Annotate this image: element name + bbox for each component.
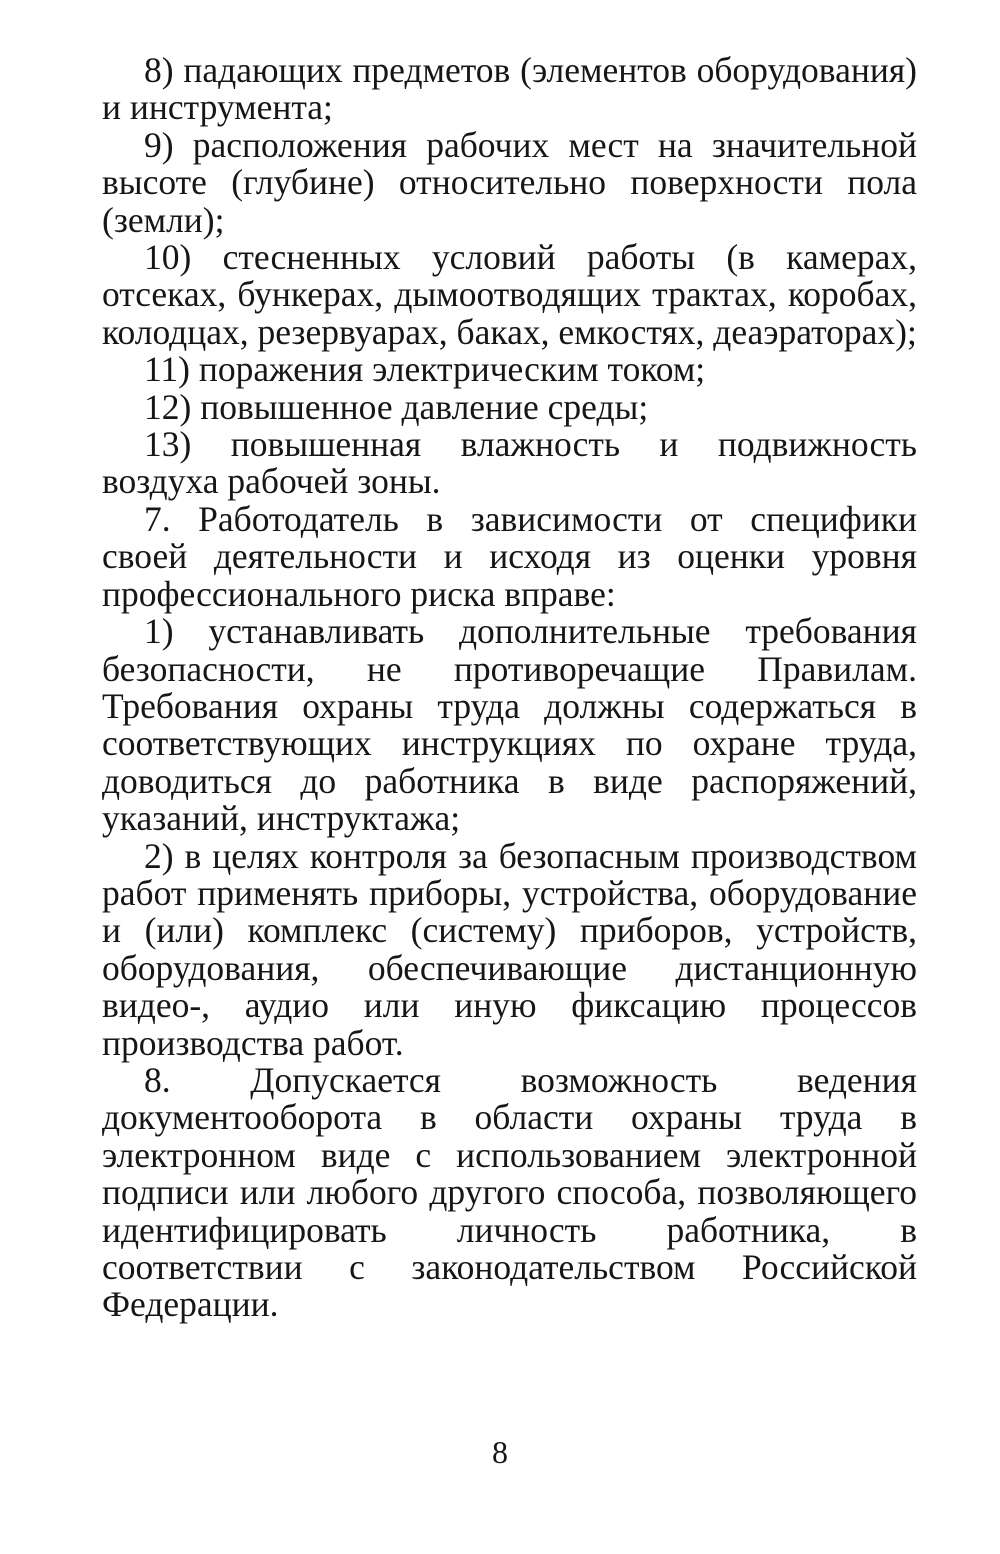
page-number: 8 (492, 1434, 508, 1470)
list-item-11: 11) поражения электрическим током; (144, 349, 706, 390)
section-7-paragraph: 7. Работодатель в зависимости от специфики своей деятельности и исходя из оценки уровня профессионального риска вправе: (102, 498, 917, 614)
list-item-8: 8) падающих предметов (элементов оборудования) и инструмента; (102, 50, 917, 128)
list-item-9: 9) расположения рабочих мест на значительной высоте (глубине) относительно поверхности пола (земли); (102, 124, 917, 240)
section-7-item-1: 1) устанавливать дополнительные требования безопасности, не противоречащие Правилам. Требования охраны труда должны содержаться в соответствующих инструкциях по охране труда, доводиться до работника в виде распоряжений, указаний, инструктажа; (102, 611, 917, 839)
document-body (102, 52, 917, 1324)
section-7-item-2: 2) в целях контроля за безопасным производством работ применять приборы, устройства, оборудование и (или) комплекс (систему) приборов, устройств, оборудования, обеспечивающие дистанционную видео-, аудио или иную фиксацию процессов производства работ. (102, 835, 917, 1063)
list-item-13: 13) повышенная влажность и подвижность воздуха рабочей зоны. (102, 424, 917, 502)
section-8-paragraph: 8. Допускается возможность ведения документооборота в области охраны труда в электронном виде с использованием электронной подписи или любого другого способа, позволяющего идентифицировать личность работника, в соответствии с законодательством Российской Федерации. (102, 1059, 917, 1325)
list-item-12: 12) повышенное давление среды; (144, 386, 649, 427)
list-item-10: 10) стесненных условий работы (в камерах, отсеках, бункерах, дымоотводящих трактах, коробах, колодцах, резервуарах, баках, емкостях, деаэраторах); (102, 237, 917, 352)
